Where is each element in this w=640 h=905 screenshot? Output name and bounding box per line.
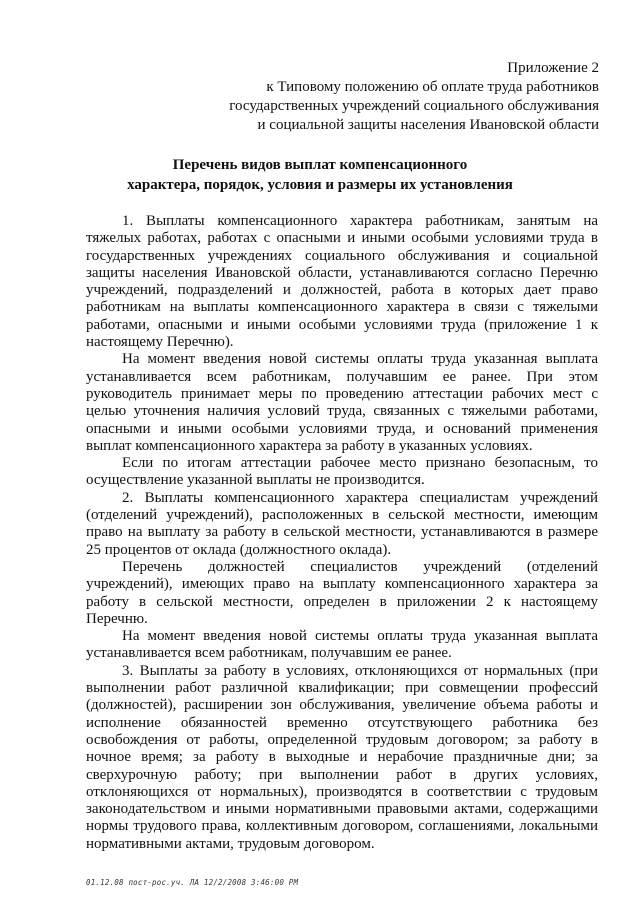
paragraph-6: На момент введения новой системы оплаты труда указанная выплата устанавливается всем работникам, получавшим ее ранее. [86,628,598,662]
document-body [86,213,598,853]
appendix-number: Приложение 2 [507,60,599,76]
title-line: характера, порядок, условия и размеры их установления [127,177,513,193]
appendix-reference-line: государственных учреждений социального обслуживания [229,98,599,114]
paragraph-2: На момент введения новой системы оплаты труда указанная выплата устанавливается всем работникам, получавшим ее ранее. При этом руководитель принимает меры по проведению аттестации рабочих мест с целью уточнения наличия условий труда, связанных с тяжелыми работами, опасными и иными особыми условиями труда, и оснований применения выплат компенсационного характера за работу в указанных условиях. [86,351,598,454]
paragraph-1: 1. Выплаты компенсационного характера работникам, занятым на тяжелых работах, работах с опасными и иными особыми условиями труда в государственных учреждениях социального обслуживания и социальной защиты населения Ивановской области, устанавливаются согласно Перечню учреждений, подразделений и должностей, работа в которых дает право работникам на выплаты компенсационного характера в связи с тяжелыми работами, опасными и иными особыми условиями труда (приложение 1 к настоящему Перечню). [86,213,598,351]
document-title [40,155,600,195]
paragraph-5: Перечень должностей специалистов учреждений (отделений учреждений), имеющих право на выплату компенсационного характера за работу в сельской местности, определен в приложении 2 к настоящему Перечню. [86,558,598,627]
paragraph-3: Если по итогам аттестации рабочее место признано безопасным, то осуществление указанной выплаты не производится. [86,455,598,489]
appendix-header [229,59,599,135]
title-line: Перечень видов выплат компенсационного [172,157,468,173]
paragraph-7: 3. Выплаты за работу в условиях, отклоняющихся от нормальных (при выполнении работ различной квалификации; при совмещении профессий (должностей), расширении зон обслуживания, увеличение объема работы и исполнение обязанностей временно отсутствующего работника без освобождения от работы, определенной трудовым договором; за работу в ночное время; за работу в выходные и нерабочие праздничные дни; за сверхурочную работу; при выполнении работ в других условиях, отклоняющихся от нормальных), производятся в соответствии с трудовым законодательством и иными нормативными правовыми актами, содержащими нормы трудового права, коллективным договором, соглашениями, локальными нормативными актами, трудовым договором. [86,662,598,852]
paragraph-4: 2. Выплаты компенсационного характера специалистам учреждений (отделений учреждений), расположенных в сельской местности, имеющим право на выплату за работу в сельской местности, устанавливаются в размере 25 процентов от оклада (должностного оклада). [86,489,598,558]
file-footer: 01.12.08 пост-рос.уч. ЛА 12/2/2008 3:46:00 PM [86,878,299,887]
appendix-reference-line: к Типовому положению об оплате труда работников [266,79,599,95]
appendix-reference-line: и социальной защиты населения Ивановской области [257,117,599,133]
